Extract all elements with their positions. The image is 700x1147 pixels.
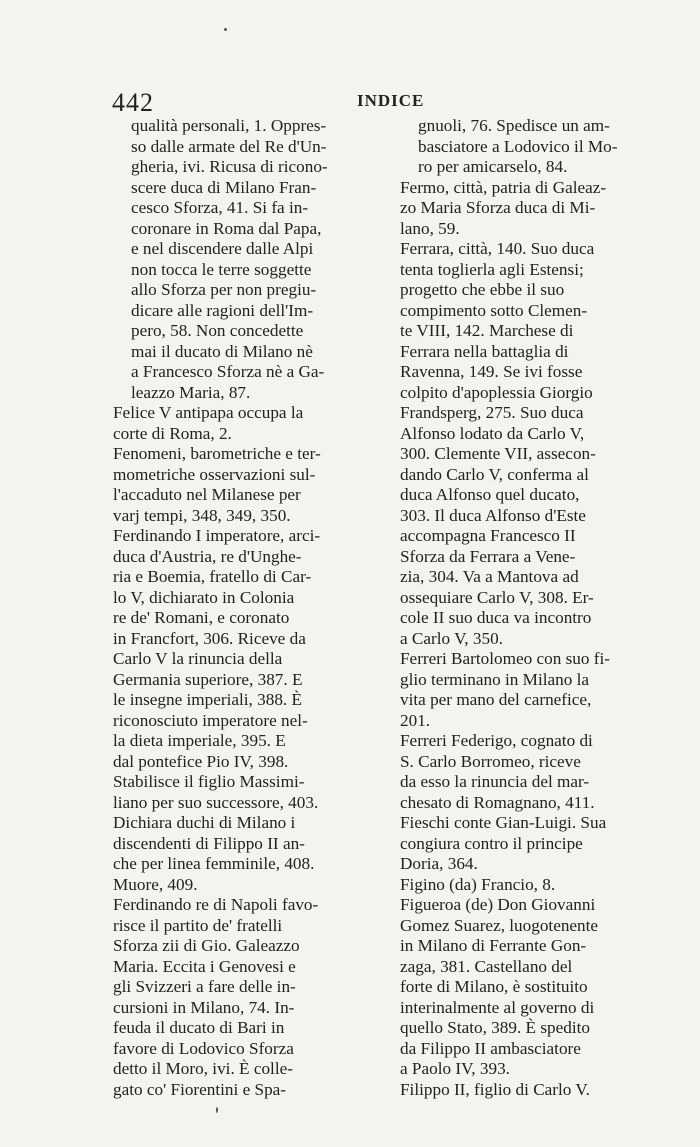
index-line: Fermo, città, patria di Galeaz-: [400, 177, 607, 197]
index-line: Sforza da Ferrara a Vene-: [400, 546, 576, 566]
index-line: qualità personali, 1. Oppres-: [131, 116, 327, 135]
index-line: Filippo II, figlio di Carlo V.: [400, 1079, 590, 1099]
index-line: re de' Romani, e coronato: [113, 608, 290, 627]
index-line: chesato di Romagnano, 411.: [400, 792, 595, 812]
index-line: accompagna Francesco II: [400, 526, 576, 545]
index-line: varj tempi, 348, 349, 350.: [113, 505, 291, 525]
index-line: Germania superiore, 387. E: [113, 669, 303, 689]
index-line: gnuoli, 76. Spedisce un am-: [418, 116, 610, 135]
index-line: coronare in Roma dal Papa,: [131, 218, 322, 238]
index-line: congiura contro il principe: [400, 833, 583, 853]
index-entry: [400, 813, 656, 875]
running-head: INDICE: [357, 91, 425, 110]
index-line: favore di Lodovico Sforza: [113, 1038, 294, 1058]
index-line: duca d'Austria, re d'Unghe-: [113, 546, 302, 566]
index-line: detto il Moro, ivi. È colle-: [113, 1059, 293, 1078]
index-entry: [400, 731, 656, 813]
index-line: da Filippo II ambasciatore: [400, 1038, 581, 1058]
index-line: tenta toglierla agli Estensi;: [400, 259, 584, 279]
index-line: gato co' Fiorentini e Spa-: [113, 1079, 287, 1099]
index-line: corte di Roma, 2.: [113, 423, 232, 443]
index-line: ro per amicarselo, 84.: [418, 157, 568, 176]
index-line: forte di Milano, è sostituito: [400, 977, 588, 996]
index-line: non tocca le terre soggette: [131, 259, 312, 279]
index-entry: [113, 403, 391, 444]
index-line: Doria, 364.: [400, 854, 478, 873]
index-line: dal pontefice Pio IV, 398.: [113, 751, 289, 771]
index-column-left: [113, 116, 391, 1100]
index-line: Muore, 409.: [113, 874, 198, 894]
index-line: 201.: [400, 710, 431, 730]
index-line: compimento sotto Clemen-: [400, 300, 588, 320]
index-line: che per linea femminile, 408.: [113, 854, 315, 873]
index-line: lano, 59.: [400, 218, 460, 238]
page-header: [112, 88, 647, 118]
index-line: quello Stato, 389. È spedito: [400, 1018, 591, 1037]
index-line: Ferrara nella battaglia di: [400, 341, 569, 361]
index-entry: [400, 1080, 656, 1101]
index-line: scere duca di Milano Fran-: [131, 177, 317, 197]
index-line: riconosciuto imperatore nel-: [113, 710, 308, 730]
index-line: in Francfort, 306. Riceve da: [113, 628, 306, 648]
index-line: gli Svizzeri a fare delle in-: [113, 977, 296, 996]
index-line: Frandsperg, 275. Suo duca: [400, 403, 584, 422]
index-line: allo Sforza per non pregiu-: [131, 280, 317, 299]
index-line: 300. Clemente VII, assecon-: [400, 444, 596, 463]
index-line: te VIII, 142. Marchese di: [400, 321, 574, 340]
index-column-right: [400, 116, 656, 1100]
index-line: dicare alle ragioni dell'Im-: [131, 300, 314, 320]
index-line: l'accaduto nel Milanese per: [113, 485, 301, 504]
index-line: in Milano di Ferrante Gon-: [400, 936, 587, 955]
index-line: ria e Boemia, fratello di Car-: [113, 567, 312, 586]
index-line: zaga, 381. Castellano del: [400, 956, 573, 976]
index-line: vita per mano del carnefice,: [400, 690, 592, 709]
index-line: progetto che ebbe il suo: [400, 280, 565, 299]
index-line: pero, 58. Non concedette: [131, 321, 304, 340]
index-line: a Francesco Sforza nè a Ga-: [131, 362, 325, 381]
index-entry: [400, 178, 656, 240]
index-line: Sforza zii di Gio. Galeazzo: [113, 936, 300, 955]
index-line: e nel discendere dalle Alpi: [131, 239, 314, 258]
index-line: cole II suo duca va incontro: [400, 608, 592, 627]
index-entry: [400, 875, 656, 896]
index-line: leazzo Maria, 87.: [131, 382, 251, 402]
index-line: Ferreri Federigo, cognato di: [400, 731, 593, 750]
index-entry: [113, 526, 391, 895]
index-entry-continuation: [113, 116, 391, 403]
index-line: le insegne imperiali, 388. È: [113, 690, 303, 709]
index-line: Dichiara duchi di Milano i: [113, 813, 296, 832]
index-line: Figueroa (de) Don Giovanni: [400, 895, 596, 914]
index-line: Ravenna, 149. Se ivi fosse: [400, 362, 583, 381]
index-line: la dieta imperiale, 395. E: [113, 731, 286, 750]
index-line: basciatore a Lodovico il Mo-: [418, 136, 618, 156]
index-line: cesco Sforza, 41. Si fa in-: [131, 198, 309, 217]
index-line: lo V, dichiarato in Colonia: [113, 587, 295, 607]
index-line: colpito d'apoplessia Giorgio: [400, 382, 593, 402]
index-line: a Carlo V, 350.: [400, 628, 503, 648]
page-speck: [216, 1107, 218, 1113]
index-entry: [400, 649, 656, 731]
index-line: risce il partito de' fratelli: [113, 915, 283, 935]
page-number: 442: [112, 88, 154, 117]
index-line: Ferdinando I imperatore, arci-: [113, 526, 321, 545]
index-line: glio terminano in Milano la: [400, 669, 590, 689]
index-line: Ferrara, città, 140. Suo duca: [400, 239, 595, 258]
index-line: Ferreri Bartolomeo con suo fi-: [400, 649, 611, 668]
index-line: interinalmente al governo di: [400, 997, 595, 1017]
index-line: liano per suo successore, 403.: [113, 792, 319, 812]
page-speck: [224, 28, 227, 31]
index-line: discendenti di Filippo II an-: [113, 833, 305, 853]
index-line: da esso la rinuncia del mar-: [400, 772, 590, 791]
index-line: Alfonso lodato da Carlo V,: [400, 423, 585, 443]
index-line: gheria, ivi. Ricusa di ricono-: [131, 157, 328, 176]
index-line: Figino (da) Francio, 8.: [400, 874, 556, 894]
index-line: mai il ducato di Milano nè: [131, 341, 313, 361]
index-line: cursioni in Milano, 74. In-: [113, 997, 295, 1017]
index-entry: [400, 239, 656, 649]
index-line: Fenomeni, barometriche e ter-: [113, 444, 321, 463]
index-line: a Paolo IV, 393.: [400, 1059, 510, 1078]
index-line: S. Carlo Borromeo, riceve: [400, 751, 581, 771]
index-line: zia, 304. Va a Mantova ad: [400, 567, 579, 586]
index-line: Felice V antipapa occupa la: [113, 403, 304, 422]
index-line: feuda il ducato di Bari in: [113, 1018, 285, 1037]
index-entry: [113, 444, 391, 526]
index-line: Maria. Eccita i Genovesi e: [113, 956, 296, 976]
index-line: mometriche osservazioni sul-: [113, 464, 316, 484]
index-entry-continuation: [400, 116, 656, 178]
index-line: duca Alfonso quel ducato,: [400, 485, 580, 504]
index-entry: [400, 895, 656, 1080]
index-line: Fieschi conte Gian-Luigi. Sua: [400, 813, 607, 832]
index-line: Ferdinando re di Napoli favo-: [113, 895, 319, 914]
index-entry: [113, 895, 391, 1100]
index-line: so dalle armate del Re d'Un-: [131, 136, 327, 156]
index-line: ossequiare Carlo V, 308. Er-: [400, 587, 594, 607]
index-line: zo Maria Sforza duca di Mi-: [400, 198, 596, 217]
index-line: 303. Il duca Alfonso d'Este: [400, 505, 586, 525]
index-line: dando Carlo V, conferma al: [400, 464, 589, 484]
index-line: Carlo V la rinuncia della: [113, 649, 283, 668]
index-line: Gomez Suarez, luogotenente: [400, 915, 599, 935]
index-line: Stabilisce il figlio Massimi-: [113, 772, 305, 791]
